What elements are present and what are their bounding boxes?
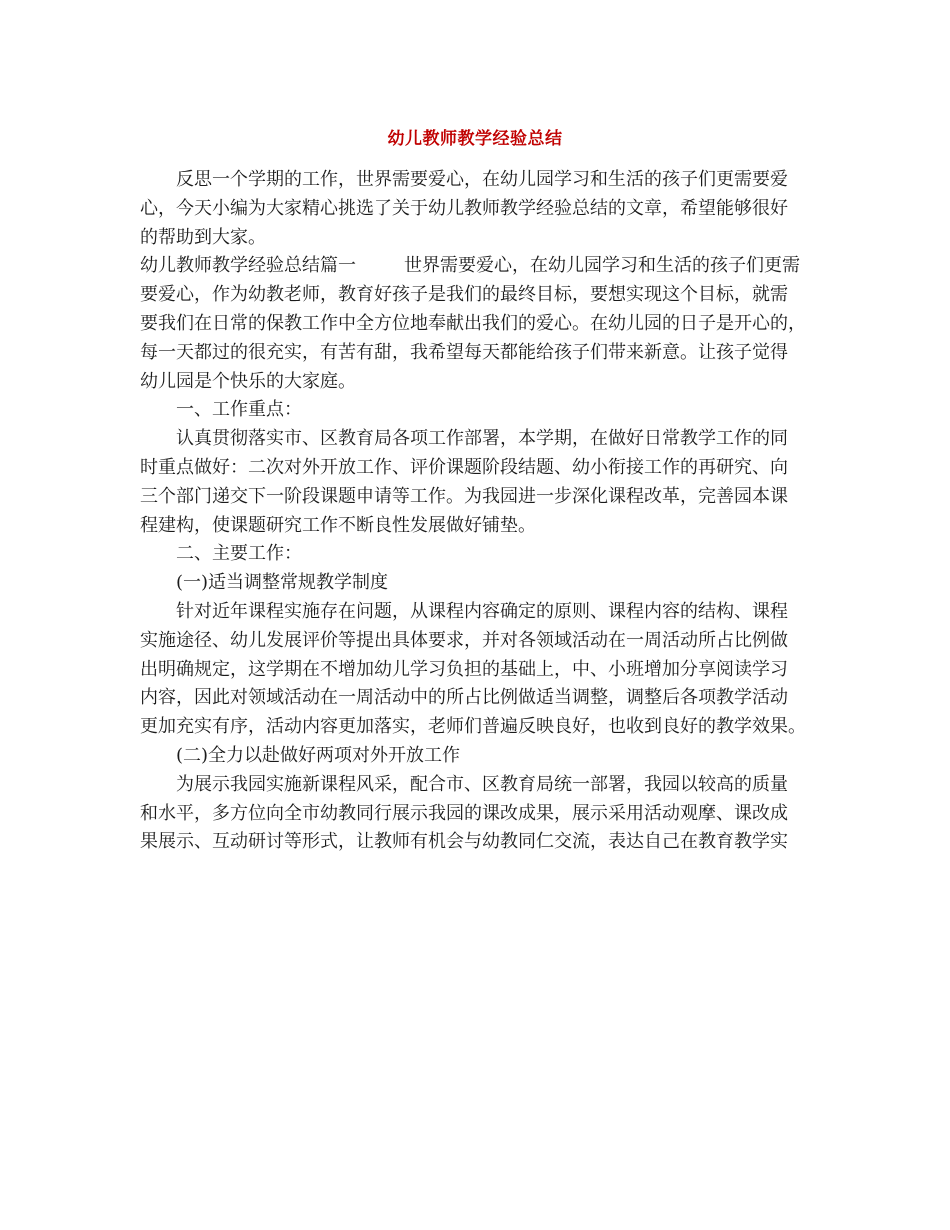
subsection-heading: (一)适当调整常规教学制度 bbox=[176, 572, 389, 594]
paragraph-line: 更加充实有序，活动内容更加落实，老师们普遍反映良好，也收到良好的教学效果。 bbox=[140, 716, 806, 738]
paragraph-line: 认真贯彻落实市、区教育局各项工作部署，本学期，在做好日常教学工作的同 bbox=[176, 428, 788, 450]
paragraph-line: 三个部门递交下一阶段课题申请等工作。为我园进一步深化课程改革，完善园本课 bbox=[140, 485, 788, 507]
paragraph-line: 时重点做好：二次对外开放工作、评价课题阶段结题、幼小衔接工作的再研究、向 bbox=[140, 456, 788, 478]
paragraph-line: 要我们在日常的保教工作中全方位地奉献出我们的爱心。在幼儿园的日子是开心的， bbox=[140, 312, 806, 334]
paragraph-line: 实施途径、幼儿发展评价等提出具体要求，并对各领域活动在一周活动所占比例做 bbox=[140, 629, 788, 651]
paragraph-line: 为展示我园实施新课程风采，配合市、区教育局统一部署，我园以较高的质量 bbox=[176, 773, 788, 795]
paragraph-line: 反思一个学期的工作，世界需要爱心，在幼儿园学习和生活的孩子们更需要爱 bbox=[176, 169, 788, 190]
paragraph-line: 要爱心，作为幼教老师，教育好孩子是我们的最终目标，要想实现这个目标，就需 bbox=[140, 284, 788, 306]
paragraph-line: 幼儿园是个快乐的大家庭。 bbox=[140, 370, 356, 392]
paragraph-line: 每一天都过的很充实，有苦有甜，我希望每天都能给孩子们带来新意。让孩子觉得 bbox=[140, 341, 788, 363]
paragraph-line-with-heading bbox=[140, 252, 812, 281]
subsection-heading: (二)全力以赴做好两项对外开放工作 bbox=[176, 744, 461, 766]
document-title: 幼儿教师教学经验总结 bbox=[387, 129, 563, 149]
section-heading: 二、主要工作： bbox=[176, 543, 302, 565]
document-body bbox=[140, 166, 812, 857]
paragraph-line: 和水平，多方位向全市幼教同行展示我园的课改成果，展示采用活动观摩、课改成 bbox=[140, 802, 788, 824]
paragraph-line: 程建构，使课题研究工作不断良性发展做好铺垫。 bbox=[140, 514, 536, 536]
paragraph-line: 的帮助到大家。 bbox=[140, 226, 266, 248]
paragraph-line: 果展示、互动研讨等形式，让教师有机会与幼教同仁交流，表达自己在教育教学实 bbox=[140, 831, 788, 853]
section-heading: 幼儿教师教学经验总结篇一 bbox=[140, 255, 356, 277]
paragraph-text: 世界需要爱心，在幼儿园学习和生活的孩子们更需 bbox=[404, 255, 800, 277]
section-heading: 一、工作重点： bbox=[176, 399, 302, 421]
paragraph-line: 针对近年课程实施存在问题，从课程内容确定的原则、课程内容的结构、课程 bbox=[176, 600, 788, 622]
paragraph-line: 出明确规定，这学期在不增加幼儿学习负担的基础上，中、小班增加分享阅读学习 bbox=[140, 658, 788, 680]
paragraph-line: 内容，因此对领域活动在一周活动中的所占比例做适当调整，调整后各项教学活动 bbox=[140, 687, 788, 709]
paragraph-line: 心，今天小编为大家精心挑选了关于幼儿教师教学经验总结的文章，希望能够很好 bbox=[140, 197, 788, 219]
